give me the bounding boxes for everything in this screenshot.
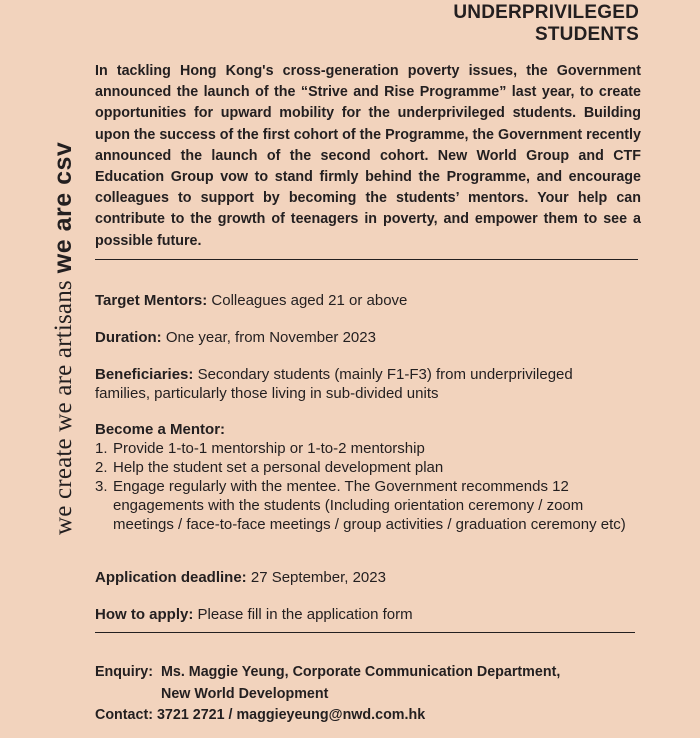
duration-label: Duration: (95, 329, 162, 346)
become-mentor-label: Become a Mentor: (95, 421, 226, 438)
duration-value: One year, from November 2023 (165, 329, 376, 346)
page-title (453, 2, 639, 46)
apply-value: Please fill in the application form (197, 606, 413, 623)
become-mentor-heading (95, 420, 640, 439)
vertical-tagline (48, 142, 79, 535)
step-text: Provide 1-to-1 mentorship or 1-to-2 mentorship (113, 440, 425, 457)
list-item (95, 439, 635, 458)
target-mentors (95, 291, 640, 310)
tagline-bold: we are csv (49, 141, 77, 274)
step-text: Help the student set a personal development plan (113, 459, 444, 476)
intro-paragraph: In tackling Hong Kong's cross-generation poverty issues, the Government announced the launch of the “Strive and Rise Programme” last year, to create opportunities for upward mobility for the underprivileged students. Building upon the success of the first cohort of the Programme, the Government recently announced the launch of the second cohort. New World Group and CTF Education Group vow to stand firmly behind the Programme, and encourage colleagues to support by becoming the students’ mentors. Your help can contribute to the growth of teenagers in poverty, and empower them to see a possible future. (95, 63, 641, 249)
how-to-apply (95, 605, 640, 624)
divider-bottom (95, 632, 635, 633)
divider-top (95, 259, 638, 260)
step-number: 1. (95, 440, 108, 457)
step-number: 3. (95, 478, 108, 495)
apply-label: How to apply: (95, 606, 194, 623)
list-item (95, 477, 635, 534)
contact-line (95, 705, 425, 725)
mentor-steps-list (95, 439, 635, 534)
step-number: 2. (95, 459, 108, 476)
contact-label: Contact: (95, 707, 153, 723)
enquiry-label: Enquiry: (95, 664, 153, 680)
step-text: Engage regularly with the mentee. The Government recommends 12 engagements with the students (Including orientation ceremony / zoom meetings / face-to-face meetings / group activities / graduation ceremony etc) (113, 478, 626, 533)
target-mentors-value: Colleagues aged 21 or above (211, 292, 408, 309)
duration (95, 328, 640, 347)
deadline-label: Application deadline: (95, 569, 247, 586)
beneficiaries-label: Beneficiaries: (95, 366, 194, 383)
title-line-2: STUDENTS (535, 24, 639, 45)
application-deadline (95, 568, 640, 587)
title-line-1: UNDERPRIVILEGED (453, 2, 639, 23)
beneficiaries-value: Secondary students (mainly F1-F3) from underprivileged families, particularly those living in sub-divided units (95, 366, 573, 402)
enquiry-block (95, 662, 560, 705)
target-mentors-label: Target Mentors: (95, 292, 208, 309)
tagline-light: we create we are artisans (50, 280, 77, 535)
list-item (95, 458, 635, 477)
enquiry-line-1: Ms. Maggie Yeung, Corporate Communication Department, (161, 664, 561, 680)
contact-value[interactable]: 3721 2721 / maggieyeung@nwd.com.hk (156, 707, 426, 723)
enquiry-line-2: New World Development (161, 685, 329, 702)
deadline-value: 27 September, 2023 (250, 569, 386, 586)
beneficiaries (95, 365, 615, 403)
